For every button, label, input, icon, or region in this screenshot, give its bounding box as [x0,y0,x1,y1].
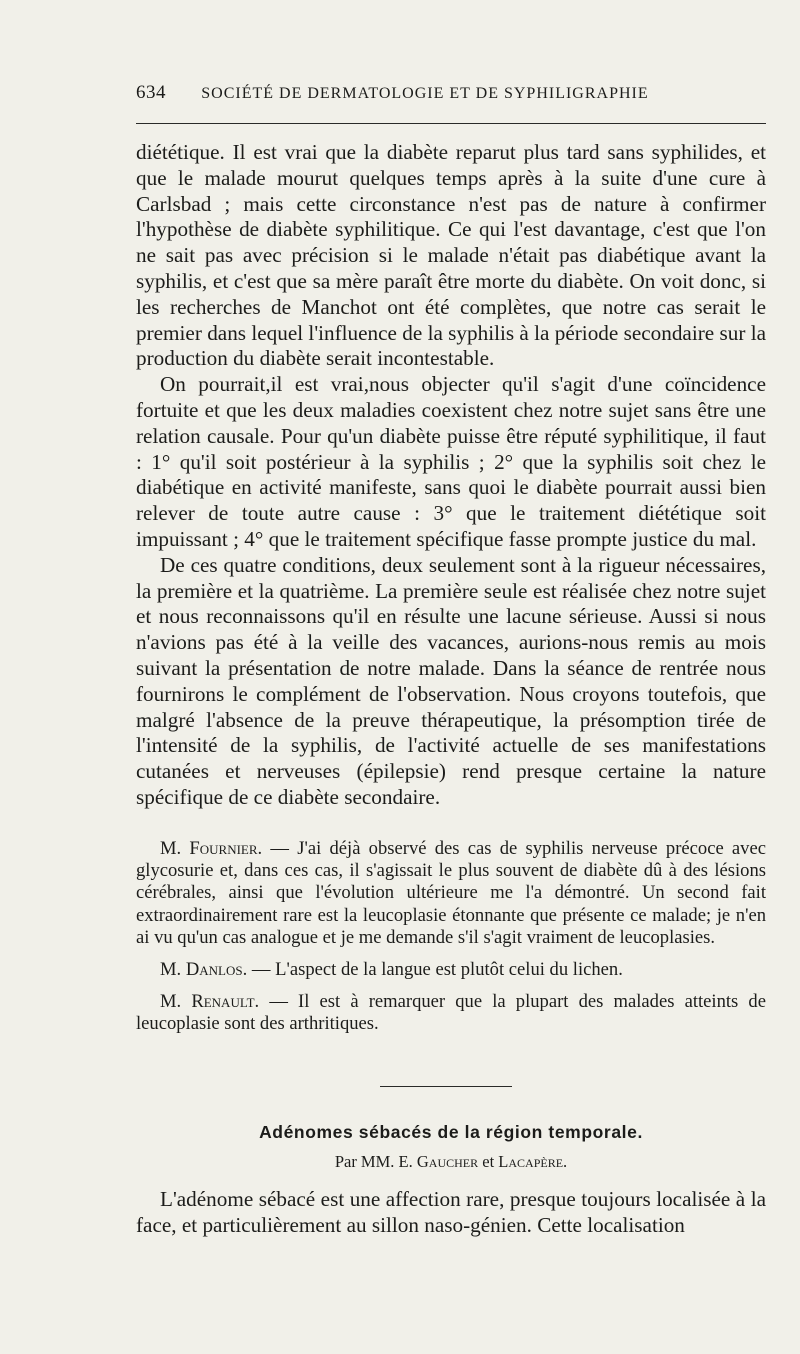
paragraph-1: diététique. Il est vrai que la diabète reparut plus tard sans syphilides, et que le malade mourut quelques temps après à la suite d'une cure à Carlsbad ; mais cette circonstance n'est pas de nature à confirmer l'hypothèse de diabète syphilitique. Ce qui l'est davantage, c'est que l'on ne sait pas avec précision si le malade n'était pas diabétique avant la syphilis, et c'est que sa mère paraît être morte du diabète. On voit donc, si les recherches de Manchot ont été complètes, que notre cas serait le premier dans lequel l'influence de la syphilis à la période secondaire sur la production du diabète serait incontestable. [136,140,766,371]
main-text [136,140,766,811]
byline-and: et [482,1152,495,1171]
article-byline [136,1152,766,1172]
article-title: Adénomes sébacés de la région temporale. [259,1122,643,1142]
author-lacapere: Lacapère. [498,1152,568,1171]
discussion-danlos [136,959,766,981]
article-body [136,1186,766,1238]
header-rule [136,123,766,124]
author-gaucher: Gaucher [416,1152,479,1171]
running-header [136,82,766,104]
discussion-fournier [136,838,766,949]
discussion-renault [136,991,766,1035]
speaker-name: M. Renault. [160,991,260,1013]
page-number: 634 [136,82,166,103]
paragraph-3: De ces quatre conditions, deux seulement sont à la rigueur nécessaires, la première et la quatrième. La première seule est réalisée chez notre sujet et nous reconnaissons qu'il en résulte une lacune sérieuse. Aussi si nous n'avions pas été à la veille des vacances, aurions-nous remis au mois suivant la présentation de notre malade. Dans la séance de rentrée nous fournirons le complément de l'observation. Nous croyons toutefois, que malgré l'absence de la preuve thérapeutique, la présomption tirée de l'intensité de la syphilis, de l'activité actuelle de ses manifestations cutanées et nerveuses (épilepsie) rend presque certaine la nature spécifique de ce diabète secondaire. [136,552,766,809]
paragraph-2: On pourrait,il est vrai,nous objecter qu'il s'agit d'une coïncidence fortuite et que les deux maladies coexistent chez notre sujet sans être une relation causale. Pour qu'un diabète puisse être réputé syphilitique, il faut : 1° qu'il soit postérieur à la syphilis ; 2° que la syphilis soit chez le diabétique en activité manifeste, sans quoi le diabète pourrait aussi bien relever de toute autre cause : 3° que le traitement diététique soit impuissant ; 4° que le traitement spécifique fasse prompte justice du mal. [136,372,766,551]
section-divider [380,1086,512,1087]
speaker-name: M. Danlos. [160,959,248,981]
running-title: SOCIÉTÉ DE DERMATOLOGIE ET DE SYPHILIGRAPHIE [201,85,649,102]
article-opening-paragraph: L'adénome sébacé est une affection rare, presque toujours localisée à la face, et particulièrement au sillon naso-génien. Cette localisation [136,1187,766,1237]
discussion-section [136,838,766,1046]
remark-text: — Il est à remarquer que la plupart des malades atteints de leucoplasie sont des arthritiques. [136,991,766,1035]
remark-text: — L'aspect de la langue est plutôt celui du lichen. [251,959,623,981]
byline-prefix: Par MM. E. [334,1152,413,1171]
speaker-name: M. Fournier. [160,838,263,859]
remark-text: — J'ai déjà observé des cas de syphilis nerveuse précoce avec glycosurie et, dans ces cas, il s'agissait le plus souvent de diabète dû à des lésions cérébrales, ainsi que l'évolution ultérieure me l'a démontré. Un second fait extraordinairement rare est la leucoplasie étonnante que présente ce malade; je n'en ai vu qu'un cas analogue et je me demande s'il s'agit vraiment de leucoplasies. [136,838,766,948]
